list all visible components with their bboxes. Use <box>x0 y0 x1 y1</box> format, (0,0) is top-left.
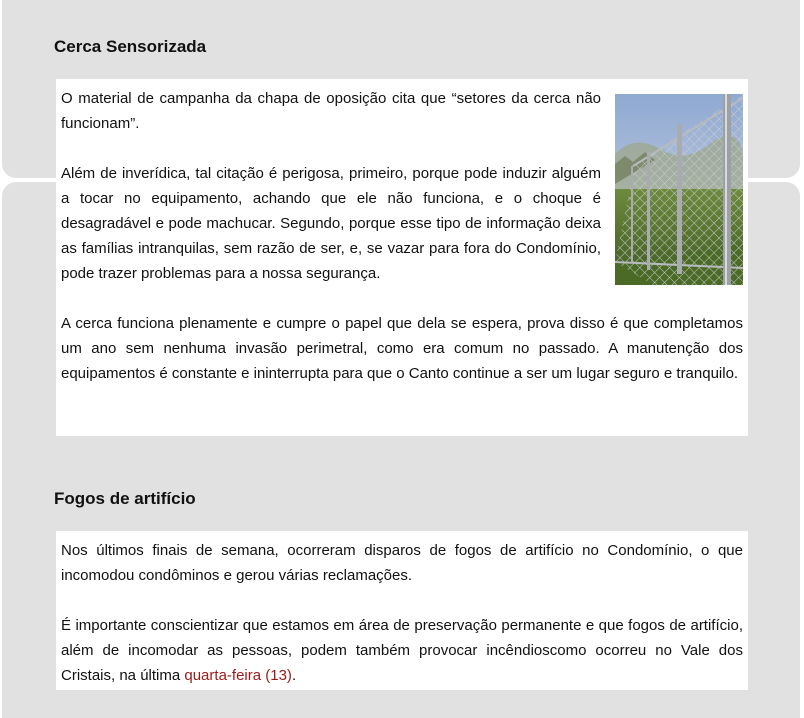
paragraph: Nos últimos finais de semana, ocorreram disparos de fogos de artifício no Condomínio, o que incomodou condôminos e gerou várias reclamações. <box>61 542 743 584</box>
section-body-fogos-de-artificio <box>56 531 748 690</box>
paragraph <box>61 613 743 688</box>
paragraph-suffix: . <box>291 667 297 684</box>
paragraph-text: É importante conscientizar que estamos em área de preservação permanente e que fogos de artifício, além de incomodar as pessoas, podem também provocar incêndioscomo ocorreu no Vale dos Cristais, na última <box>61 617 743 684</box>
date-link[interactable]: quarta-feira (13) <box>184 667 292 684</box>
chain-link-fence-photo <box>615 94 743 285</box>
section-title-fogos-de-artificio: Fogos de artifício <box>54 489 196 508</box>
paragraph: A cerca funciona plenamente e cumpre o papel que dela se espera, prova disso é que completamos um ano sem nenhuma invasão perimetral, como era comum no passado. A manutenção dos equipamentos é constante e ininterrupta para que o Canto continue a ser um lugar seguro e tranquilo. <box>61 315 743 382</box>
article-content <box>61 86 743 386</box>
paragraph: O material de campanha da chapa de oposição cita que “setores da cerca não funcionam”. <box>61 90 601 132</box>
article-content <box>61 538 743 688</box>
section-title-cerca-sensorizada: Cerca Sensorizada <box>54 37 207 56</box>
section-body-cerca-sensorizada <box>56 79 748 436</box>
paragraph: Além de inverídica, tal citação é perigosa, primeiro, porque pode induzir alguém a tocar no equipamento, achando que ele não funciona, e o choque é desagradável e pode machucar. Segundo, porque esse tipo de informação deixa as famílias intranquilas, sem razão de ser, e, se vazar para fora do Condomínio, pode trazer problemas para a nossa segurança. <box>61 165 601 282</box>
